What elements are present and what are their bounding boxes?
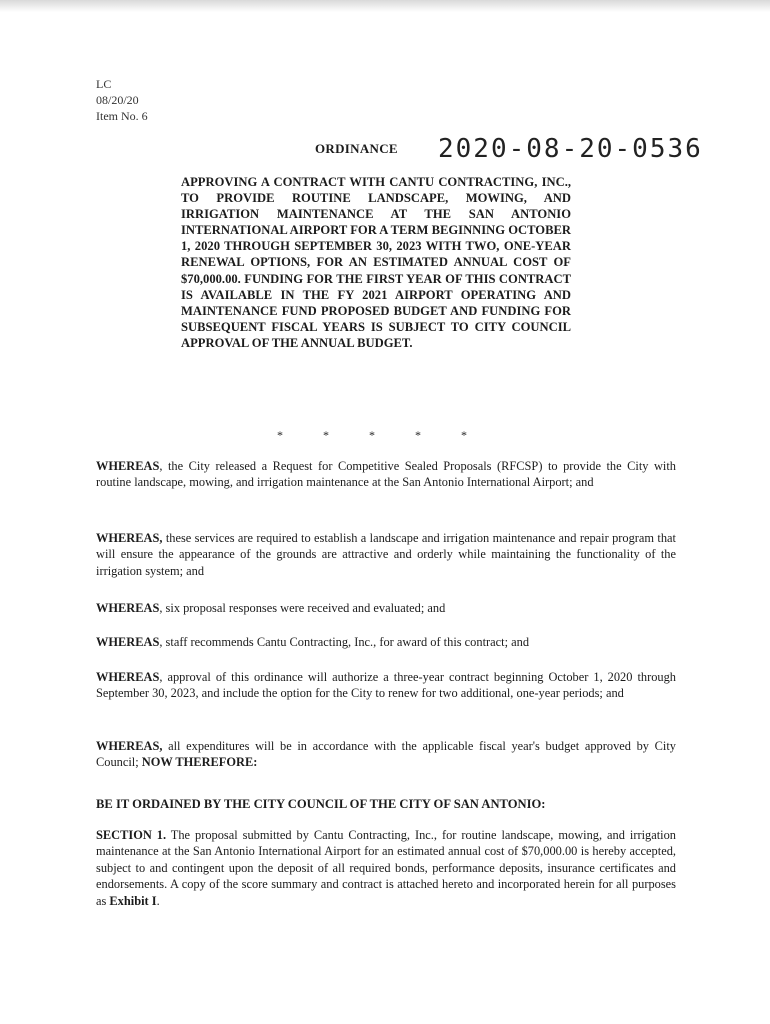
separator-asterisks: [277, 428, 467, 443]
whereas-text: , six proposal responses were received and evaluated; and: [159, 601, 446, 615]
section-1-lead: SECTION 1.: [96, 828, 167, 842]
ordained-heading: BE IT ORDAINED BY THE CITY COUNCIL OF THE CITY OF SAN ANTONIO:: [96, 797, 546, 811]
whereas-paragraph: [96, 669, 676, 702]
now-therefore: NOW THEREFORE:: [141, 755, 258, 770]
whereas-lead: WHEREAS,: [96, 739, 163, 753]
whereas-text: these services are required to establish a landscape and irrigation maintenance and repair program that will ensure the appearance of the grounds are attractive and orderly while maintaining the functionality of the irrigation system; and: [96, 531, 676, 578]
whereas-text: , approval of this ordinance will authorize a three-year contract beginning October 1, 2020 through September 30, 2023, and include the option for the City to renew for two additional, one-year periods; and: [96, 670, 676, 701]
exhibit-reference: Exhibit I: [109, 893, 157, 908]
section-1-paragraph: [96, 827, 676, 909]
whereas-lead: WHEREAS: [96, 670, 160, 684]
asterisk: *: [277, 428, 283, 442]
whereas-lead: WHEREAS: [96, 459, 160, 473]
header-meta: [96, 76, 148, 124]
whereas-text: , staff recommends Cantu Contracting, Inc., for award of this contract; and: [159, 635, 530, 649]
ordinance-number: 2020-08-20-0536: [438, 134, 703, 164]
whereas-paragraph: [96, 634, 676, 650]
header-date: 08/20/20: [96, 93, 139, 107]
asterisk: *: [415, 428, 421, 442]
header-lc: LC: [96, 77, 112, 91]
whereas-text: , the City released a Request for Competitive Sealed Proposals (RFCSP) to provide the City with routine landscape, mowing, and irrigation maintenance at the San Antonio International Airport; and: [96, 459, 676, 490]
whereas-paragraph: [96, 738, 676, 771]
whereas-paragraph: [96, 600, 676, 616]
asterisk: *: [323, 428, 329, 442]
asterisk: *: [369, 428, 375, 442]
asterisk: *: [461, 428, 467, 442]
scan-edge: [0, 0, 770, 12]
whereas-text: all expenditures will be in accordance with the applicable fiscal year's budget approved by City Council;: [96, 739, 676, 770]
whereas-lead: WHEREAS,: [96, 531, 163, 545]
section-1-end: .: [156, 893, 160, 908]
section-1-text: The proposal submitted by Cantu Contracting, Inc., for routine landscape, mowing, and irrigation maintenance at the San Antonio International Airport for an estimated annual cost of $70,000.00 is hereby accepted, subject to and contingent upon the deposit of all required bonds, performance deposits, insurance certificates and endorsements. A copy of the score summary and contract is attached hereto and incorporated herein for all purposes as: [96, 828, 677, 908]
whereas-paragraph: [96, 458, 676, 491]
whereas-lead: WHEREAS: [96, 635, 160, 649]
whereas-lead: WHEREAS: [96, 601, 160, 615]
ordinance-caption: APPROVING A CONTRACT WITH CANTU CONTRACTING, INC., TO PROVIDE ROUTINE LANDSCAPE, MOWING, AND IRRIGATION MAINTENANCE AT THE SAN ANTONIO INTERNATIONAL AIRPORT FOR A TERM BEGINNING OCTOBER 1, 2020 THROUGH SEPTEMBER 30, 2023 WITH TWO, ONE-YEAR RENEWAL OPTIONS, FOR AN ESTIMATED ANNUAL COST OF $70,000.00. FUNDING FOR THE FIRST YEAR OF THIS CONTRACT IS AVAILABLE IN THE FY 2021 AIRPORT OPERATING AND MAINTENANCE FUND PROPOSED BUDGET AND FUNDING FOR SUBSEQUENT FISCAL YEARS IS SUBJECT TO CITY COUNCIL APPROVAL OF THE ANNUAL BUDGET.: [181, 175, 571, 350]
ordinance-label: ORDINANCE: [315, 141, 398, 156]
whereas-paragraph: [96, 530, 676, 579]
header-item: Item No. 6: [96, 109, 148, 123]
